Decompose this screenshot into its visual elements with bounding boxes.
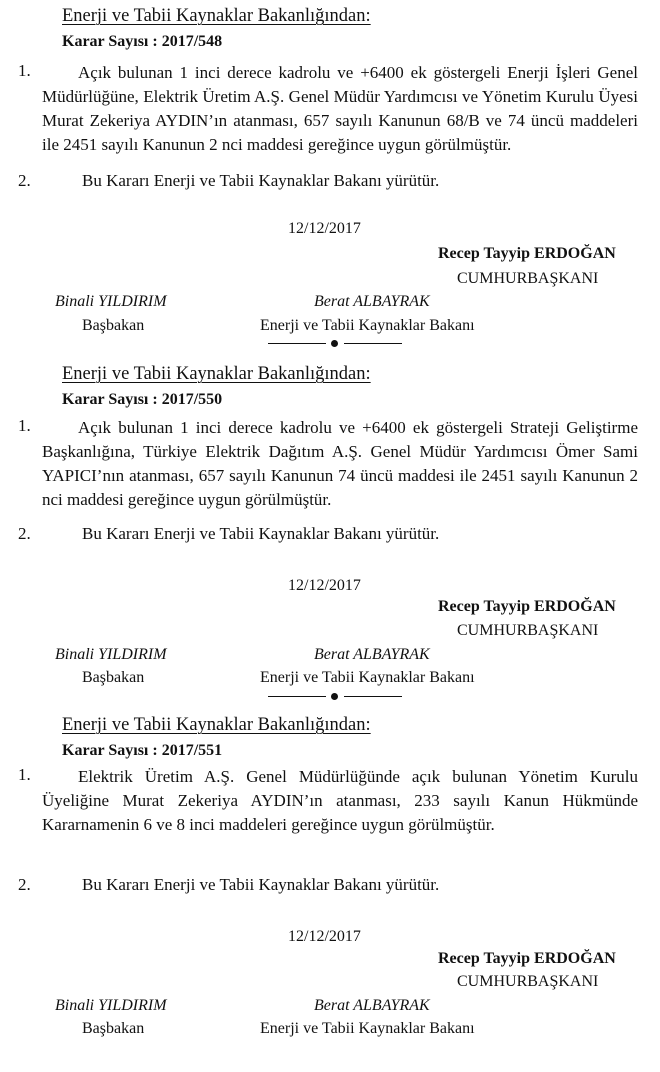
decision-2017-551 [0,709,660,1069]
item-1-number: 1. [18,416,31,435]
decision-heading: Enerji ve Tabii Kaynaklar Bakanlığından: [62,715,371,735]
item-2-text: Bu Kararı Enerji ve Tabii Kaynaklar Bakanı yürütür. [82,171,440,190]
separator-dot [331,340,338,347]
decision-number: Karar Sayısı : 2017/548 [62,33,223,50]
item-2-number: 2. [18,171,31,190]
item-1-text: Elektrik Üretim A.Ş. Genel Müdürlüğünde açık bulunan Yönetim Kurulu Üyeliğine Murat Zekeriya AYDIN’ın atanması, 233 sayılı Kanun Hükmünde Kararnamenin 6 ve 8 inci maddeleri gereğince uygun görülmüştür. [42,767,638,834]
item-1-number: 1. [18,61,31,80]
president-name: Recep Tayyip ERDOĞAN [438,950,616,967]
minister-name: Berat ALBAYRAK [314,646,430,663]
item-2-number: 2. [18,524,31,543]
separator-line-right [344,343,402,344]
prime-minister-title: Başbakan [82,1020,145,1037]
decision-number: Karar Sayısı : 2017/551 [62,742,223,759]
prime-minister-name: Binali YILDIRIM [55,646,167,663]
minister-title: Enerji ve Tabii Kaynaklar Bakanı [260,317,475,334]
decision-date: 12/12/2017 [288,577,361,594]
minister-name: Berat ALBAYRAK [314,997,430,1014]
separator-line-right [344,696,402,697]
president-title: CUMHURBAŞKANI [457,622,599,639]
minister-title: Enerji ve Tabii Kaynaklar Bakanı [260,669,475,686]
prime-minister-title: Başbakan [82,669,145,686]
item-2-text: Bu Kararı Enerji ve Tabii Kaynaklar Bakanı yürütür. [82,875,440,894]
section-separator [268,691,402,703]
separator-line-left [268,343,326,344]
item-2-text: Bu Kararı Enerji ve Tabii Kaynaklar Bakanı yürütür. [82,524,440,543]
item-1-number: 1. [18,765,31,784]
decision-2017-548 [0,0,660,360]
section-separator [268,338,402,350]
decision-date: 12/12/2017 [288,928,361,945]
president-name: Recep Tayyip ERDOĞAN [438,598,616,615]
president-title: CUMHURBAŞKANI [457,270,599,287]
prime-minister-title: Başbakan [82,317,145,334]
decision-number: Karar Sayısı : 2017/550 [62,391,223,408]
minister-name: Berat ALBAYRAK [314,293,430,310]
decision-2017-550 [0,358,660,718]
president-name: Recep Tayyip ERDOĞAN [438,245,616,262]
prime-minister-name: Binali YILDIRIM [55,997,167,1014]
item-1-text: Açık bulunan 1 inci derece kadrolu ve +6400 ek göstergeli Strateji Geliştirme Başkanlığına, Türkiye Elektrik Dağıtım A.Ş. Genel Müdür Yardımcısı Ömer Sami YAPICI’nın atanması, 657 sayılı Kanunun 74 üncü maddesi ile 2451 sayılı Kanunun 2 nci maddesi gereğince uygun görülmüştür. [42,418,638,509]
president-title: CUMHURBAŞKANI [457,973,599,990]
separator-line-left [268,696,326,697]
decision-heading: Enerji ve Tabii Kaynaklar Bakanlığından: [62,6,371,26]
decision-heading: Enerji ve Tabii Kaynaklar Bakanlığından: [62,364,371,384]
separator-dot [331,693,338,700]
prime-minister-name: Binali YILDIRIM [55,293,167,310]
minister-title: Enerji ve Tabii Kaynaklar Bakanı [260,1020,475,1037]
decision-date: 12/12/2017 [288,220,361,237]
item-1-text: Açık bulunan 1 inci derece kadrolu ve +6400 ek göstergeli Enerji İşleri Genel Müdürlüğüne, Elektrik Üretim A.Ş. Genel Müdür Yardımcısı ve Yönetim Kurulu Üyesi Murat Zekeriya AYDIN’ın atanması, 657 sayılı Kanunun 68/B ve 74 üncü maddeleri ile 2451 sayılı Kanunun 2 nci maddesi gereğince uygun görülmüştür. [42,63,638,154]
item-2-number: 2. [18,875,31,894]
